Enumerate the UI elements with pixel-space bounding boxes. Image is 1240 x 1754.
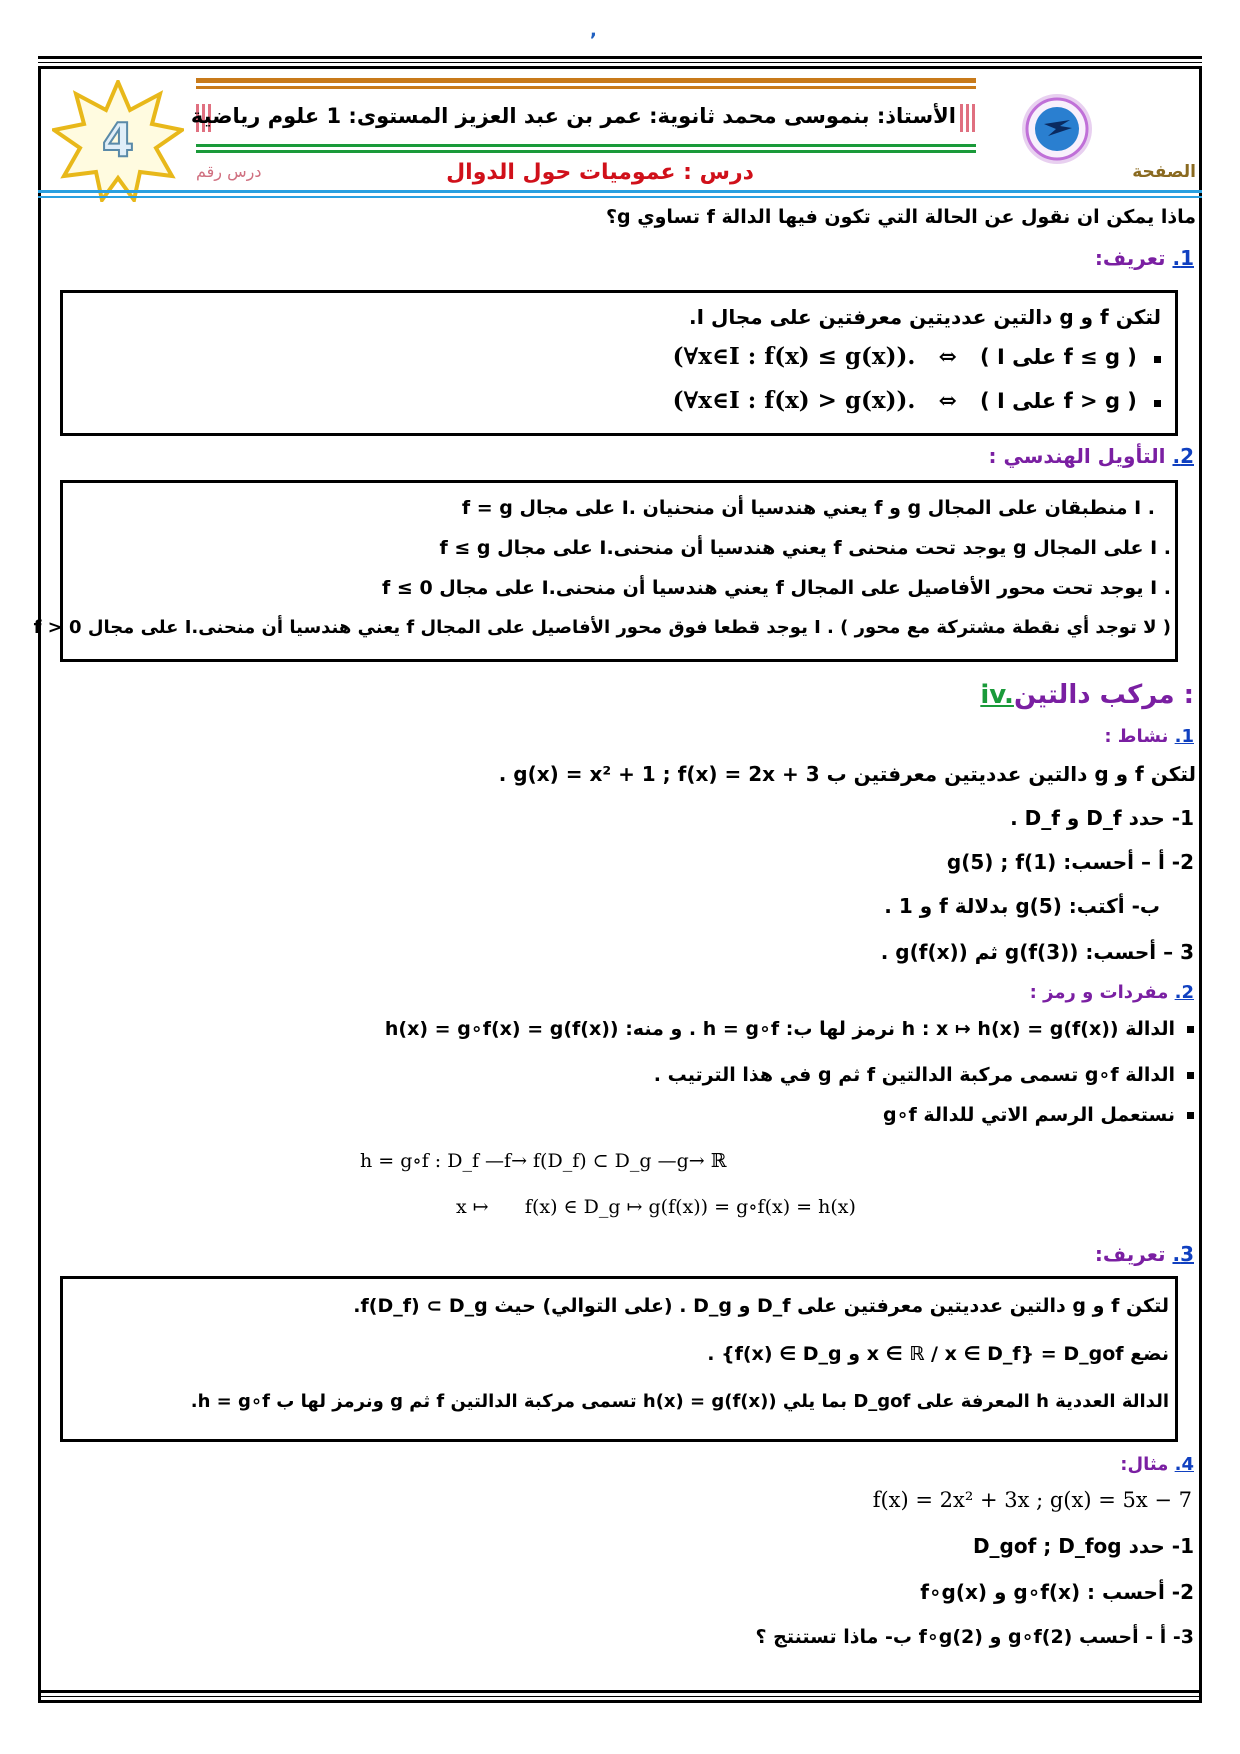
section-iv2-num: 2. bbox=[1174, 982, 1194, 1003]
geo-line-4: f > 0 على مجال I.يعني هندسيا أن منحنى f يوجد قطعا فوق محور الأفاصيل على المجال I . ( لا توجد أي نقطة مشتركة مع محور ) bbox=[33, 617, 1171, 638]
section-iv-title: مركب دالتين : bbox=[1013, 680, 1194, 710]
header-stripe-orange bbox=[196, 78, 976, 83]
logo-circle-icon bbox=[1020, 92, 1094, 166]
def1-b2-arrow: ⇔ bbox=[938, 388, 957, 414]
vocab-bullet-2 bbox=[654, 1064, 1194, 1086]
lesson-number-label: درس رقم bbox=[196, 162, 262, 181]
def3-line1: لتكن f و g دالتين عدديتين معرفتين على D_f و D_g . (على التوالي) حيث f(D_f) ⊂ D_g. bbox=[353, 1295, 1169, 1317]
header-stripe-orange-2 bbox=[196, 86, 976, 89]
section-iv3-num: 3. bbox=[1172, 1242, 1194, 1266]
def1-b1-text: ( f ≤ g على I ) bbox=[980, 345, 1137, 369]
header-bottom-rule-blue-2 bbox=[38, 196, 1202, 198]
geometric-box bbox=[33, 480, 1178, 662]
def1-b2-text: ( f > g على I ) bbox=[980, 389, 1137, 413]
activity-q1: 1- حدد D_f و D_f . bbox=[1010, 806, 1194, 830]
intro-question: ماذا يمكن ان نقول عن الحالة التي تكون فيها الدالة f تساوي g؟ bbox=[605, 206, 1196, 228]
geo-line-2: f ≤ g على مجال I.يعني هندسيا أن منحنى f يوجد تحت منحنى g على المجال I . bbox=[439, 537, 1171, 559]
example-q2: 2- أحسب : g∘f(x) و f∘g(x) bbox=[920, 1580, 1194, 1604]
vocab-b2-text: الدالة g∘f تسمى مركبة الدالتين f ثم g في هذا الترتيب . bbox=[653, 1064, 1175, 1086]
geo-line-1: f = g على مجال I. يعني هندسيا أن منحنيان f و g منطبقان على المجال I . bbox=[461, 497, 1155, 519]
section-iv1-num: 1. bbox=[1174, 726, 1194, 747]
teacher-line: الأستاذ: بنموسى محمد ثانوية: عمر بن عبد العزيز المستوى: 1 علوم رياضية bbox=[190, 104, 956, 128]
bottom-rule-2 bbox=[38, 1696, 1202, 1697]
def1-b2-math: (∀x∈I : f(x) > g(x)). bbox=[672, 387, 916, 414]
activity-q2a: 2- أ – أحسب: g(5) ; f(1) bbox=[946, 850, 1194, 874]
def1-b1-math: (∀x∈I : f(x) ≤ g(x)). bbox=[672, 343, 916, 370]
vocab-bullet-1 bbox=[385, 1018, 1194, 1040]
top-rule-3 bbox=[38, 66, 1202, 69]
activity-q2b: ب- أكتب: g(5) بدلالة f و 1 . bbox=[884, 894, 1160, 918]
section-iv3-heading bbox=[1095, 1242, 1194, 1266]
header-stripe-green-2 bbox=[196, 150, 976, 153]
example-functions: f(x) = 2x² + 3x ; g(x) = 5x − 7 bbox=[872, 1488, 1192, 1512]
section-iv1-title: نشاط : bbox=[1104, 726, 1169, 747]
star-badge-icon bbox=[52, 80, 184, 202]
section-1-title: تعريف: bbox=[1094, 246, 1166, 270]
section-2-num: 2. bbox=[1172, 444, 1194, 468]
definition-box-1 bbox=[60, 290, 1178, 436]
vocab-b1-text: الدالة h : x ↦ h(x) = g(f(x)) نرمز لها ب: h = g∘f . و منه: h(x) = g∘f(x) = g(f(x)) bbox=[384, 1018, 1175, 1040]
page-label: الصفحة bbox=[1132, 162, 1196, 182]
activity-intro: لتكن f و g دالتين عدديتين معرفتين ب g(x) = x² + 1 ; f(x) = 2x + 3 . bbox=[498, 762, 1196, 786]
bottom-rule-3 bbox=[38, 1700, 1202, 1703]
header-bars-right bbox=[960, 104, 976, 132]
composition-diagram-line-2: x ↦ f(x) ∈ D_g ↦ g(f(x)) = g∘f(x) = h(x) bbox=[456, 1196, 856, 1218]
header-stripe-green bbox=[196, 144, 976, 147]
section-iv4-num: 4. bbox=[1174, 1454, 1194, 1475]
example-q3: 3- أ - أحسب g∘f(2) و f∘g(2) ب- ماذا تستنتج ؟ bbox=[755, 1626, 1194, 1648]
composition-diagram-line-1: h = g∘f : D_f —f→ f(D_f) ⊂ D_g —g→ ℝ bbox=[360, 1150, 727, 1172]
section-iv1-heading bbox=[1104, 726, 1194, 747]
header-bottom-rule-blue bbox=[38, 190, 1202, 193]
section-1-heading bbox=[1095, 246, 1194, 270]
section-2-heading bbox=[989, 444, 1194, 468]
section-iv3-title: تعريف: bbox=[1094, 1242, 1166, 1266]
activity-q3: 3 – أحسب: g(f(3)) ثم g(f(x)) . bbox=[880, 940, 1194, 964]
right-frame bbox=[1199, 66, 1202, 1703]
vocab-b3-text: نستعمل الرسم الاتي للدالة g∘f bbox=[883, 1104, 1175, 1126]
top-rule bbox=[38, 56, 1202, 59]
def3-line2: نضع D_gof = {x ∈ ℝ / x ∈ D_f و f(x) ∈ D_g} . bbox=[707, 1343, 1169, 1365]
def1-bullet-1 bbox=[673, 343, 1161, 370]
section-iv4-heading bbox=[1120, 1454, 1194, 1475]
def1-bullet-2 bbox=[673, 387, 1161, 414]
top-mark: , bbox=[590, 20, 597, 41]
def3-line3: الدالة العددية h المعرفة على D_gof بما يلي h(x) = g(f(x)) تسمى مركبة الدالتين f ثم g ونرمز لها ب h = g∘f. bbox=[190, 1391, 1169, 1412]
lesson-title: درس : عموميات حول الدوال bbox=[446, 160, 754, 185]
example-q1: 1- حدد D_gof ; D_fog bbox=[972, 1534, 1194, 1558]
bottom-rule bbox=[38, 1690, 1202, 1693]
def1-line1: لتكن f و g دالتين عدديتين معرفتين على مجال I. bbox=[688, 305, 1161, 329]
badge-number: 4 bbox=[101, 113, 135, 167]
section-iv2-title: مفردات و رمز : bbox=[1029, 982, 1169, 1003]
section-iv-heading bbox=[980, 680, 1194, 710]
section-1-num: 1. bbox=[1172, 246, 1194, 270]
top-rule-2 bbox=[38, 62, 1202, 63]
left-frame bbox=[38, 66, 41, 1703]
geo-line-3: f ≤ 0 على مجال I.يعني هندسيا أن منحنى f يوجد تحت محور الأفاصيل على المجال I . bbox=[382, 577, 1171, 599]
def1-b1-arrow: ⇔ bbox=[938, 344, 957, 370]
section-2-title: التأويل الهندسي : bbox=[988, 444, 1166, 468]
section-iv2-heading bbox=[1030, 982, 1194, 1003]
vocab-bullet-3 bbox=[883, 1104, 1194, 1126]
section-iv-num: iv. bbox=[980, 680, 1014, 710]
section-iv4-title: مثال: bbox=[1120, 1454, 1169, 1475]
definition-box-3 bbox=[60, 1276, 1178, 1442]
